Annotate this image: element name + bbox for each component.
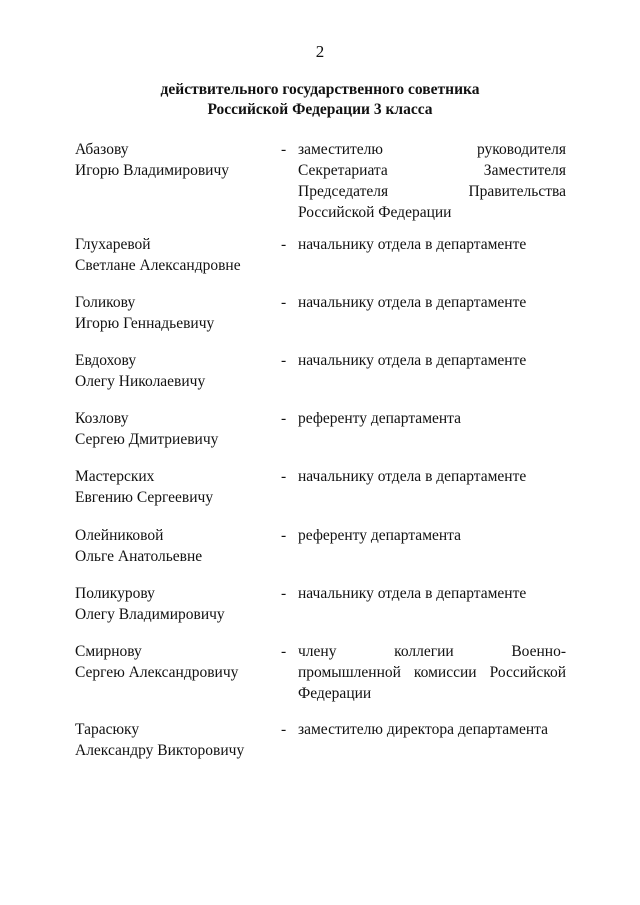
person-name <box>75 139 275 181</box>
person-surname: Глухаревой <box>75 236 151 253</box>
person-name <box>75 583 275 625</box>
person-given-name: Евгению Сергеевичу <box>75 489 214 506</box>
person-surname: Евдохову <box>75 352 137 369</box>
person-given-name: Ольге Анатольевне <box>75 548 203 565</box>
position-line: референту департамента <box>298 410 462 427</box>
position-title <box>298 583 566 604</box>
position-line: начальнику отдела в департаменте <box>298 585 527 602</box>
person-surname: Абазову <box>75 141 129 158</box>
person-name <box>75 234 275 276</box>
position-line: начальнику отдела в департаменте <box>298 352 527 369</box>
person-given-name: Игорю Геннадьевичу <box>75 315 215 332</box>
person-name <box>75 525 275 567</box>
person-given-name: Сергею Дмитриевичу <box>75 431 219 448</box>
person-surname: Голикову <box>75 294 136 311</box>
position-line: члену коллегии Военно- <box>298 643 566 660</box>
position-title <box>298 139 566 223</box>
rank-heading <box>0 80 640 120</box>
person-given-name: Олегу Николаевичу <box>75 373 206 390</box>
person-name <box>75 641 275 683</box>
person-name <box>75 292 275 334</box>
dash-separator: - <box>281 643 287 660</box>
dash-separator: - <box>281 352 287 369</box>
person-surname: Смирнову <box>75 643 142 660</box>
person-surname: Мастерских <box>75 468 155 485</box>
position-line: Председателя Правительства <box>298 183 566 200</box>
position-line: Российской Федерации <box>298 204 452 221</box>
position-title <box>298 292 566 313</box>
position-line: начальнику отдела в департаменте <box>298 294 527 311</box>
person-given-name: Александру Викторовичу <box>75 742 245 759</box>
person-name <box>75 719 275 761</box>
person-surname: Поликурову <box>75 585 155 602</box>
position-title <box>298 641 566 704</box>
dash-separator: - <box>281 410 287 427</box>
position-line: начальнику отдела в департаменте <box>298 236 527 253</box>
position-title <box>298 408 566 429</box>
position-line: начальнику отдела в департаменте <box>298 468 527 485</box>
position-line: Секретариата Заместителя <box>298 162 566 179</box>
dash-separator: - <box>281 721 287 738</box>
person-surname: Тарасюку <box>75 721 140 738</box>
position-title <box>298 525 566 546</box>
position-line: референту департамента <box>298 527 462 544</box>
position-line: Федерации <box>298 685 372 702</box>
person-surname: Олейниковой <box>75 527 164 544</box>
position-title <box>298 234 566 255</box>
dash-separator: - <box>281 527 287 544</box>
position-line: промышленной комиссии Российской <box>298 664 566 681</box>
position-title <box>298 350 566 371</box>
dash-separator: - <box>281 141 287 158</box>
rank-heading-line-2: Российской Федерации 3 класса <box>207 101 433 118</box>
person-given-name: Олегу Владимировичу <box>75 606 225 623</box>
person-given-name: Светлане Александровне <box>75 257 241 274</box>
person-given-name: Игорю Владимировичу <box>75 162 230 179</box>
position-title <box>298 466 566 487</box>
rank-heading-line-1: действительного государственного советника <box>160 81 480 98</box>
position-line: заместителю руководителя <box>298 141 566 158</box>
person-name <box>75 408 275 450</box>
dash-separator: - <box>281 585 287 602</box>
person-surname: Козлову <box>75 410 129 427</box>
person-given-name: Сергею Александровичу <box>75 664 239 681</box>
dash-separator: - <box>281 468 287 485</box>
person-name <box>75 466 275 508</box>
dash-separator: - <box>281 236 287 253</box>
dash-separator: - <box>281 294 287 311</box>
person-name <box>75 350 275 392</box>
position-title <box>298 719 566 740</box>
page-number: 2 <box>315 42 325 61</box>
position-line: заместителю директора департамента <box>298 721 548 738</box>
